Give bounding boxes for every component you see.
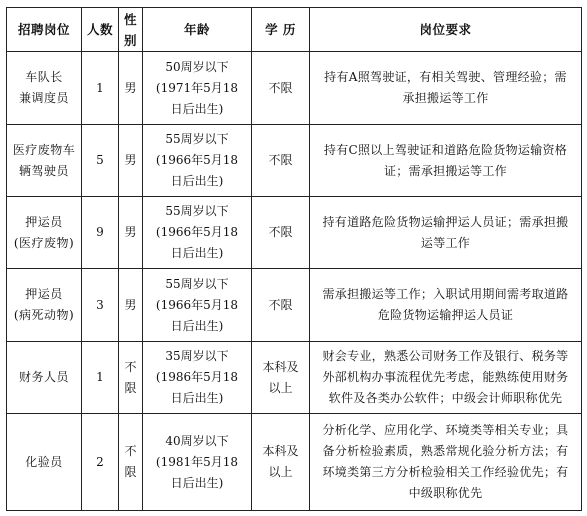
position-cell: 化验员 xyxy=(7,414,82,511)
position-line: (病死动物) xyxy=(13,308,75,322)
age-cell xyxy=(143,52,252,125)
requirements-line: 外部机构办事流程优先考虑，能熟练使用财务 xyxy=(322,370,569,384)
position-line: 兼调度员 xyxy=(18,91,69,105)
education-cell: 不限 xyxy=(252,197,310,269)
position-cell xyxy=(7,52,82,125)
gender-line: 不 xyxy=(124,359,137,374)
gender-cell: 男 xyxy=(119,269,143,342)
count-cell: 9 xyxy=(82,197,119,269)
requirements-line: 持有C照以上驾驶证和道路危险货物运输资格 xyxy=(323,142,568,157)
count-cell: 1 xyxy=(82,52,119,125)
table-row xyxy=(7,197,582,269)
requirements-cell xyxy=(310,197,582,269)
header-count: 人数 xyxy=(82,8,119,52)
position-line: 车队长 xyxy=(25,70,63,84)
education-line: 以上 xyxy=(268,380,293,395)
education-cell: 不限 xyxy=(252,125,310,197)
age-line: 日后出生) xyxy=(170,101,224,116)
requirements-cell xyxy=(310,125,582,197)
requirements-line: 环境类第三方分析检验相关工作经验优先；有 xyxy=(322,465,569,479)
count-cell: 5 xyxy=(82,125,119,197)
age-cell xyxy=(143,125,252,197)
age-line: 35周岁以下 xyxy=(165,349,229,363)
header-position: 招聘岗位 xyxy=(7,8,82,52)
age-line: 日后出生) xyxy=(170,174,224,188)
requirements-line: 备分析检验素质，熟悉常规化验分析方法；有 xyxy=(322,444,569,458)
requirements-cell xyxy=(310,414,582,511)
table-row xyxy=(7,342,582,414)
age-line: 55周岁以下 xyxy=(165,204,229,218)
position-cell xyxy=(7,125,82,197)
header-gender-line1: 性 xyxy=(123,11,137,27)
table-row xyxy=(7,52,582,125)
age-line: (1971年5月18 xyxy=(155,80,239,95)
table-row xyxy=(7,125,582,197)
education-cell xyxy=(252,414,310,511)
gender-cell xyxy=(119,342,143,414)
header-gender-line2: 别 xyxy=(123,32,137,48)
age-cell xyxy=(143,414,252,511)
requirements-line: 中级职称优先 xyxy=(408,486,483,500)
recruitment-table xyxy=(6,7,582,511)
gender-line: 限 xyxy=(124,465,137,479)
requirements-line: 持有A照驾驶证，有相关驾驶、管理经验；需 xyxy=(324,70,567,84)
age-line: 日后出生) xyxy=(170,391,224,405)
age-line: 日后出生) xyxy=(170,318,224,333)
requirements-cell xyxy=(310,269,582,342)
age-line: (1981年5月18 xyxy=(155,454,239,469)
education-line: 本科及 xyxy=(262,444,299,458)
age-line: (1966年5月18 xyxy=(155,225,239,239)
requirements-line: 危险货物运输押运人员证 xyxy=(377,308,514,322)
gender-cell: 男 xyxy=(119,52,143,125)
age-line: (1966年5月18 xyxy=(155,153,239,167)
gender-line: 限 xyxy=(124,380,137,395)
table-row xyxy=(7,414,582,511)
age-line: 55周岁以下 xyxy=(165,276,229,291)
gender-cell xyxy=(119,414,143,511)
requirements-line: 需承担搬运等工作；入职试用期间需考取道路 xyxy=(322,287,569,301)
requirements-line: 承担搬运等工作 xyxy=(402,91,489,105)
education-cell: 不限 xyxy=(252,52,310,125)
position-line: 押运员 xyxy=(25,214,63,229)
gender-line: 不 xyxy=(124,444,137,458)
age-line: (1966年5月18 xyxy=(155,297,239,312)
age-line: 日后出生) xyxy=(170,246,224,260)
requirements-cell xyxy=(310,342,582,414)
age-line: 55周岁以下 xyxy=(165,132,229,146)
position-line: 医疗废物车 xyxy=(12,142,76,157)
age-line: 50周岁以下 xyxy=(165,59,229,74)
education-cell: 不限 xyxy=(252,269,310,342)
position-cell: 财务人员 xyxy=(7,342,82,414)
count-cell: 1 xyxy=(82,342,119,414)
position-line: 辆驾驶员 xyxy=(18,163,69,178)
age-cell xyxy=(143,342,252,414)
age-line: (1986年5月18 xyxy=(155,370,239,384)
age-cell xyxy=(143,269,252,342)
position-cell xyxy=(7,197,82,269)
table-row xyxy=(7,269,582,342)
requirements-line: 持有道路危险货物运输押运人员证；需承担搬 xyxy=(322,214,569,229)
requirements-line: 软件及各类办公软件；中级会计师职称优先 xyxy=(328,391,563,405)
education-line: 本科及 xyxy=(262,359,299,374)
header-row xyxy=(7,8,582,52)
header-requirements: 岗位要求 xyxy=(310,8,582,52)
header-age: 年龄 xyxy=(143,8,252,52)
age-line: 40周岁以下 xyxy=(165,433,229,448)
requirements-cell xyxy=(310,52,582,125)
requirements-line: 运等工作 xyxy=(420,235,471,250)
requirements-line: 财会专业，熟悉公司财务工作及银行、税务等 xyxy=(322,349,569,363)
requirements-line: 证；需承担搬运等工作 xyxy=(383,163,507,178)
age-cell xyxy=(143,197,252,269)
header-gender xyxy=(119,8,143,52)
position-line: (医疗废物) xyxy=(13,235,75,250)
count-cell: 3 xyxy=(82,269,119,342)
position-cell xyxy=(7,269,82,342)
age-line: 日后出生) xyxy=(170,475,224,490)
gender-cell: 男 xyxy=(119,125,143,197)
header-education: 学 历 xyxy=(252,8,310,52)
position-line: 押运员 xyxy=(25,287,63,301)
requirements-line: 分析化学、应用化学、环境类等相关专业；具 xyxy=(322,423,569,437)
count-cell: 2 xyxy=(82,414,119,511)
education-line: 以上 xyxy=(268,465,293,479)
education-cell xyxy=(252,342,310,414)
gender-cell: 男 xyxy=(119,197,143,269)
